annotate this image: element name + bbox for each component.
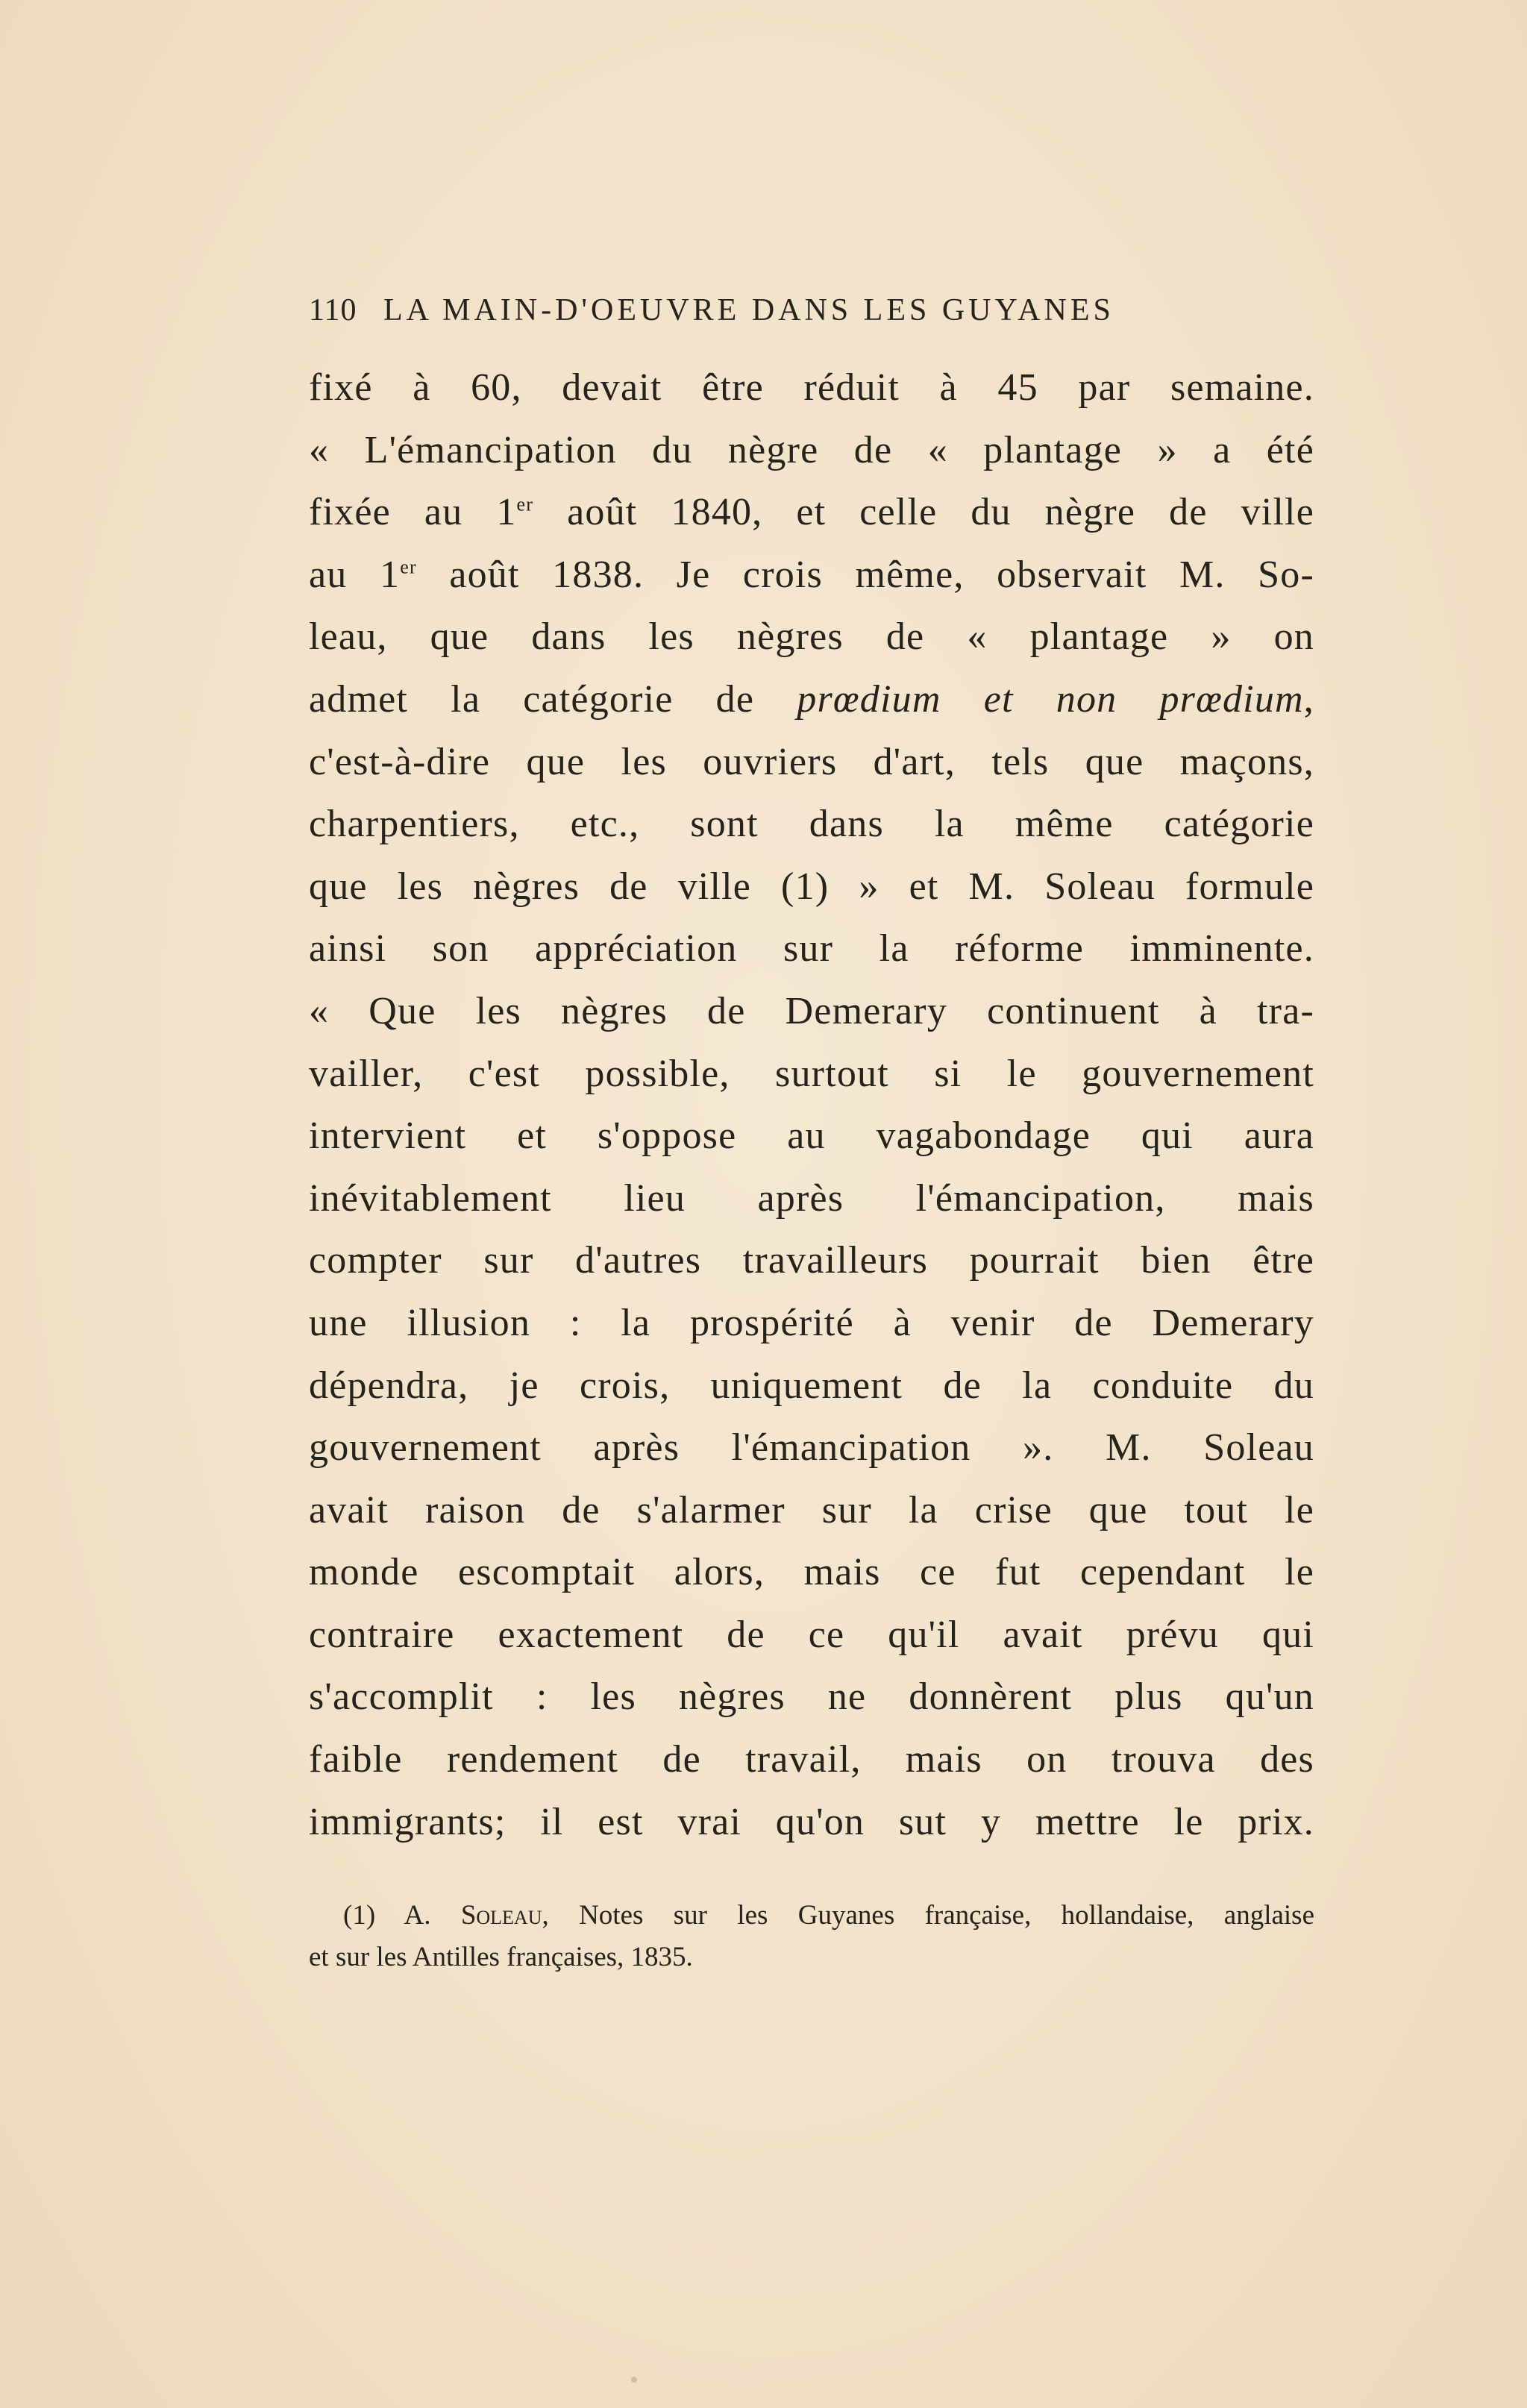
text-line: « Que les nègres de Demerary continuent à tra- [309, 989, 1314, 1032]
superscript: er [400, 556, 417, 578]
text-line: fixée au 1er août 1840, et celle du nègre de ville [309, 491, 1314, 534]
text-line: « L'émancipation du nègre de « plantage » a été [309, 428, 1314, 471]
text-line: fixé à 60, devait être réduit à 45 par semaine. [309, 366, 1314, 409]
text-line: avait raison de s'alarmer sur la crise que tout le [309, 1488, 1314, 1531]
text-line: vailler, c'est possible, surtout si le gouvernement [309, 1052, 1314, 1095]
text-line: admet la catégorie de prœdium et non prœdium, [309, 677, 1314, 721]
text-line: gouvernement après l'émancipation ». M. Soleau [309, 1426, 1314, 1470]
text-line: dépendra, je crois, uniquement de la conduite du [309, 1364, 1314, 1407]
text-line: contraire exactement de ce qu'il avait prévu qui [309, 1613, 1314, 1656]
body-text [309, 357, 1314, 1853]
footnote-marker: (1) [343, 1900, 376, 1931]
footnote-line: (1) A. Soleau, Notes sur les Guyanes française, hollandaise, anglaise [343, 1900, 1315, 1931]
page-number: 110 [309, 293, 357, 327]
superscript: er [516, 493, 534, 515]
text-line: une illusion : la prospérité à venir de Demerary [309, 1301, 1314, 1344]
text-line: faible rendement de travail, mais on trouva des [309, 1738, 1314, 1781]
footnote-author: Soleau [460, 1900, 542, 1931]
running-header [309, 292, 1279, 328]
text-line: compter sur d'autres travailleurs pourrait bien être [309, 1239, 1314, 1282]
text-line: immigrants; il est vrai qu'on sut y mettre le prix. [309, 1800, 1314, 1843]
text-line: s'accomplit : les nègres ne donnèrent plus qu'un [309, 1675, 1314, 1719]
text-line: inévitablement lieu après l'émancipation, mais [309, 1176, 1314, 1220]
latin-term: prœdium et non prœdium [797, 677, 1304, 721]
text-line: au 1er août 1838. Je crois même, observait M. So- [309, 553, 1314, 596]
footnote-line: et sur les Antilles françaises, 1835. [309, 1942, 693, 1972]
text-line: c'est-à-dire que les ouvriers d'art, tels que maçons, [309, 740, 1314, 783]
text-line: que les nègres de ville (1) » et M. Soleau formule [309, 865, 1314, 908]
footnote [309, 1895, 1314, 1978]
text-line: ainsi son appréciation sur la réforme imminente. [309, 927, 1314, 971]
paper-speck [631, 2377, 637, 2383]
text-line: intervient et s'oppose au vagabondage qui aura [309, 1114, 1314, 1158]
text-line: monde escomptait alors, mais ce fut cependant le [309, 1551, 1314, 1594]
text-line: leau, que dans les nègres de « plantage » on [309, 615, 1314, 659]
running-title: LA MAIN-D'OEUVRE DANS LES GUYANES [383, 293, 1114, 327]
text-line: charpentiers, etc., sont dans la même catégorie [309, 803, 1314, 846]
